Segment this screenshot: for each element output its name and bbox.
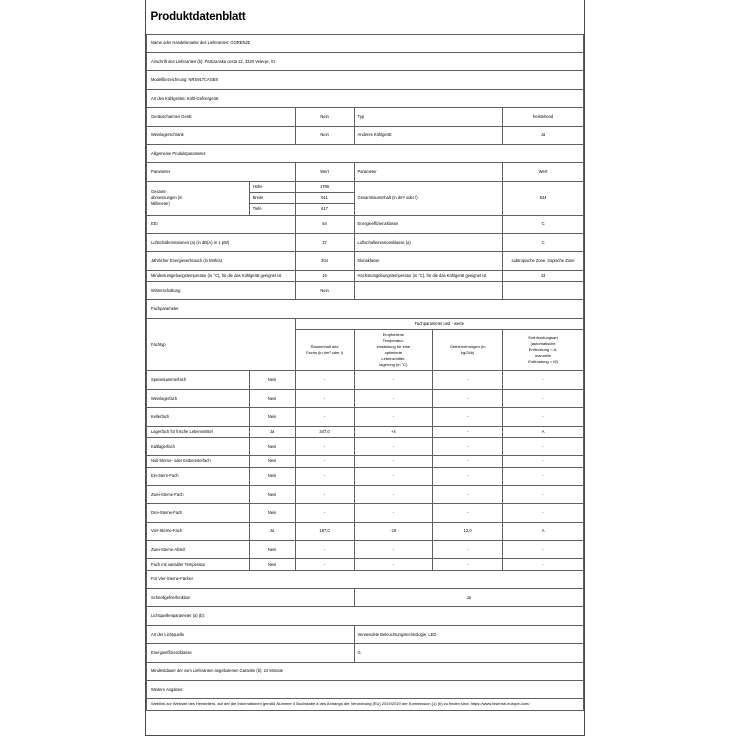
compartment-freeze-9: 12,0: [433, 522, 503, 540]
four-star-heading-row: [147, 570, 584, 588]
table-row: [147, 456, 584, 467]
compartment-freezing-capacity-header: [433, 330, 503, 371]
compartment-volume-3: 347,0: [295, 426, 354, 437]
table-row: [147, 389, 584, 407]
table-row: [147, 437, 584, 455]
compartment-defrost-type-header-line-3: Entfrostung = A,: [528, 347, 558, 353]
compartment-temp-8: -: [354, 504, 433, 522]
compartment-volume-5: -: [295, 456, 354, 467]
compartment-temp-5: -: [354, 456, 433, 467]
table-row: [147, 233, 584, 251]
energy-class-label: Energieeffizienzklasse: [354, 215, 503, 233]
further-heading-row: [147, 680, 584, 698]
compartment-volume-header: [295, 330, 354, 371]
compartment-defrost-4: -: [503, 437, 584, 455]
compartment-volume-0: -: [295, 371, 354, 389]
compartment-defrost-type-header-line-5: Entfrostung = M): [528, 359, 558, 365]
compartment-values-group-header: Fachparameter und - werte: [295, 318, 583, 329]
table-row: [147, 589, 584, 607]
compartment-volume-8: -: [295, 504, 354, 522]
compartment-freeze-3: -: [433, 426, 503, 437]
further-text-row: [147, 699, 584, 711]
annual-energy-label: Jährlicher Energieverbrauch (in kWh/a): [147, 252, 296, 270]
max-ambient-temp-value: 43: [503, 270, 584, 281]
compartment-present-0: Nein: [249, 371, 295, 389]
compartment-temp-10: -: [354, 541, 433, 559]
climate-class-value: subtropische Zone, tropische Zone: [503, 252, 584, 270]
compartment-type-5: Null-Sterne- oder Eisbereiterfach: [147, 456, 250, 467]
compartment-defrost-1: -: [503, 389, 584, 407]
compartment-defrost-type-header-line-2: (automatische: [530, 341, 556, 347]
appliance-type-heading: Art des Kühlgeräts: Kühl-Gefriergerät: [147, 89, 584, 107]
dimension-row-height: [147, 181, 584, 192]
compartment-defrost-8: -: [503, 504, 584, 522]
light-source-heading: Lichtquellenparameter (a) (b):: [147, 607, 584, 625]
energy-class-value: C: [503, 215, 584, 233]
table-row: [147, 108, 584, 126]
supplier-address-row: [147, 53, 584, 71]
compartment-volume-6: -: [295, 467, 354, 485]
compartment-defrost-0: -: [503, 371, 584, 389]
table-row: [147, 541, 584, 559]
dimension-value-height: 1786: [295, 181, 354, 192]
compartment-freeze-4: -: [433, 437, 503, 455]
dimension-value-width: 911: [295, 192, 354, 203]
compartment-temp-7: -: [354, 485, 433, 503]
compartment-present-10: Nein: [249, 541, 295, 559]
compartment-volume-2: -: [295, 408, 354, 426]
min-ambient-temp-value: 16: [295, 270, 354, 281]
low-noise-value: Nein: [295, 108, 354, 126]
general-parameters-heading: Allgemeine Produktparameter:: [147, 144, 584, 162]
column-header-value: Wert: [295, 163, 354, 181]
compartment-present-6: Nein: [249, 467, 295, 485]
wine-cabinet-value: Nein: [295, 126, 354, 144]
compartment-parameters-heading: Fachparameter: [147, 300, 584, 318]
noise-class-label: Luftschallemissionsklasse (a): [354, 233, 503, 251]
compartment-freeze-5: -: [433, 456, 503, 467]
dimension-name-width: Breite: [249, 192, 295, 203]
overall-dimensions-line-1: Gesamt-: [151, 189, 167, 195]
compartment-temp-11: -: [354, 559, 433, 570]
supplier-address: Anschrift des Lieferanten (b): Partizanska cesta 12, 3320 Velenje, SI: [147, 53, 584, 71]
compartment-temperature-header-line-5: Lebensmittel-: [381, 356, 406, 362]
compartment-type-1: Weinlagerfach: [147, 389, 250, 407]
table-row: [147, 215, 584, 233]
light-source-type-value: Verwendete Beleuchtungstechnologie: LED: [354, 625, 583, 643]
table-row: [147, 522, 584, 540]
compartment-volume-11: -: [295, 559, 354, 570]
compartment-present-9: Ja: [249, 522, 295, 540]
supplier-name: Name oder Handelsmarke des Lieferanten: GORENJE: [147, 34, 584, 52]
compartment-freeze-10: -: [433, 541, 503, 559]
compartment-type-10: Zwei-Sterne-Abteil: [147, 541, 250, 559]
compartment-temp-4: -: [354, 437, 433, 455]
table-row: [147, 559, 584, 570]
compartment-temperature-header-line-6: lagerung (in °C): [379, 362, 408, 368]
further-information-text: Weblink zur Website des Herstellers, auf der die Informationen gemäß Nummer 4 Buchstabe a des Anhangs der Verordnung (EU) 2019/2019 der Kommission (1) (b) zu finden sind: https://www.hisense-europe.com/: [147, 699, 584, 711]
general-header-row: [147, 163, 584, 181]
dimension-name-depth: Tiefe: [249, 204, 295, 215]
overall-dimensions-label: [147, 181, 250, 215]
further-information-heading: Weitere Angaben:: [147, 680, 584, 698]
compartment-temp-2: -: [354, 408, 433, 426]
type-value: freistehend: [503, 108, 584, 126]
compartments-group-header-row: [147, 318, 584, 329]
compartment-present-7: Nein: [249, 485, 295, 503]
compartment-freeze-2: -: [433, 408, 503, 426]
compartment-present-4: Nein: [249, 437, 295, 455]
column-header-parameter-2: Parameter: [354, 163, 503, 181]
annual-energy-value: 204: [295, 252, 354, 270]
compartment-freezing-capacity-header-line-1: Gefriervermögen (in: [449, 344, 486, 350]
warranty-row: [147, 662, 584, 680]
compartments-heading-row: [147, 300, 584, 318]
compartment-type-4: Kaltlagerfach: [147, 437, 250, 455]
other-appliance-label: Anderes Kühlgerät: [354, 126, 503, 144]
light-source-energy-class-label: Energieeffizienzklasse: [147, 644, 355, 662]
type-label: Typ: [354, 108, 503, 126]
table-row: [147, 426, 584, 437]
compartment-defrost-5: -: [503, 456, 584, 467]
table-row: [147, 408, 584, 426]
light-source-heading-row: [147, 607, 584, 625]
model-row: [147, 71, 584, 89]
compartment-defrost-11: -: [503, 559, 584, 570]
table-row: [147, 644, 584, 662]
empty-cell-value: [503, 281, 584, 299]
compartment-temperature-header: [354, 330, 433, 371]
table-row: [147, 625, 584, 643]
winter-setting-value: Nein: [295, 281, 354, 299]
fast-freeze-label: Schnellgefrierfunktion: [147, 589, 355, 607]
compartment-type-0: Speisekammerfach: [147, 371, 250, 389]
noise-emission-value: 37: [295, 233, 354, 251]
eei-label: EEI: [147, 215, 296, 233]
empty-cell-label: [354, 281, 503, 299]
overall-dimensions-line-3: Millimeter): [151, 201, 170, 207]
noise-emission-label: Luftschallemissionen (a) (in dB(A) re 1 pW): [147, 233, 296, 251]
column-header-parameter: Parameter: [147, 163, 296, 181]
compartment-type-header: Fachtyp: [147, 318, 296, 371]
other-appliance-value: Ja: [503, 126, 584, 144]
compartment-defrost-type-header-line-1: Enthfrostungsart: [528, 335, 558, 341]
compartment-volume-header-line-1: Rauminhalt des: [310, 344, 339, 350]
appliance-type-heading-row: [147, 89, 584, 107]
compartment-temperature-header-line-2: Temperatur-: [382, 338, 405, 344]
overall-dimensions-line-2: abmessungen (in: [151, 195, 183, 201]
compartment-temp-6: -: [354, 467, 433, 485]
eei-value: 64: [295, 215, 354, 233]
compartment-freeze-8: -: [433, 504, 503, 522]
compartment-temp-9: -18: [354, 522, 433, 540]
compartment-freeze-0: -: [433, 371, 503, 389]
compartment-defrost-9: A: [503, 522, 584, 540]
compartment-temp-0: -: [354, 371, 433, 389]
title-row: [147, 0, 584, 34]
compartment-defrost-2: -: [503, 408, 584, 426]
compartment-temperature-header-line-4: optimierte: [384, 350, 403, 356]
compartment-volume-4: -: [295, 437, 354, 455]
compartment-temperature-header-line-3: einstellung für eine: [376, 344, 411, 350]
wine-cabinet-label: Weinlagerschrank: [147, 126, 296, 144]
four-star-heading: Für Vier-Sterne-Fächer: [147, 570, 584, 588]
compartment-defrost-10: -: [503, 541, 584, 559]
light-source-type-label: Art der Lichtquelle: [147, 625, 355, 643]
model-designation: Modellbezeichnung: NRS917CAGBX: [147, 71, 584, 89]
table-row: [147, 281, 584, 299]
compartment-defrost-6: -: [503, 467, 584, 485]
compartment-freezing-capacity-header-line-2: kg/24h): [460, 350, 475, 356]
compartment-defrost-type-header: [503, 330, 584, 371]
compartment-freeze-7: -: [433, 485, 503, 503]
general-heading-row: [147, 144, 584, 162]
compartment-defrost-3: A: [503, 426, 584, 437]
page-title: Produktdatenblatt: [150, 11, 246, 23]
compartment-temp-1: -: [354, 389, 433, 407]
total-volume-value: 544: [503, 181, 584, 215]
compartment-present-11: Nein: [249, 559, 295, 570]
datasheet-table: [146, 0, 584, 711]
compartment-volume-9: 197,0: [295, 522, 354, 540]
table-row: [147, 270, 584, 281]
total-volume-label: Gesamtrauminhalt (in dm³ oder l): [354, 181, 503, 215]
compartment-present-8: Nein: [249, 504, 295, 522]
dimension-value-depth: 617: [295, 204, 354, 215]
product-datasheet: [145, 0, 585, 736]
compartment-volume-header-line-2: Fachs (in dm³ oder l): [306, 350, 343, 356]
compartment-present-1: Nein: [249, 389, 295, 407]
compartment-defrost-type-header-line-4: manuelle: [534, 353, 552, 359]
compartment-temp-3: +4: [354, 426, 433, 437]
noise-class-value: C: [503, 233, 584, 251]
table-row: [147, 371, 584, 389]
compartment-type-11: Fach mit variabler Temperatur: [147, 559, 250, 570]
compartment-present-2: Nein: [249, 408, 295, 426]
min-ambient-temp-label: Mindestumgebungstemperatur (in °C), für die das Kühlgerät geeignet ist: [147, 270, 296, 281]
compartment-type-8: Drei-Sterne-Fach: [147, 504, 250, 522]
warranty-line: Mindestdauer der vom Lieferanten angebotenen Garantie (b): 24 Monate: [147, 662, 584, 680]
winter-setting-label: Winterschaltung: [147, 281, 296, 299]
compartment-type-7: Zwei-Sterne-Fach: [147, 485, 250, 503]
low-noise-label: Geräuscharmes Gerät: [147, 108, 296, 126]
table-row: [147, 252, 584, 270]
compartment-volume-10: -: [295, 541, 354, 559]
max-ambient-temp-label: Höchstumgebungstemperatur (in °C), für die das Kühlgerät geeignet ist: [354, 270, 503, 281]
climate-class-label: Klimaklasse: [354, 252, 503, 270]
compartment-volume-1: -: [295, 389, 354, 407]
light-source-energy-class-value: G: [354, 644, 583, 662]
compartment-present-5: Nein: [249, 456, 295, 467]
compartment-defrost-7: -: [503, 485, 584, 503]
table-row: [147, 126, 584, 144]
compartment-type-6: Ein-Stern-Fach: [147, 467, 250, 485]
compartment-present-3: Ja: [249, 426, 295, 437]
supplier-name-row: [147, 34, 584, 52]
page-title-cell: [147, 0, 584, 34]
compartment-freeze-11: -: [433, 559, 503, 570]
compartment-type-3: Lagerfach für frische Lebensmittel: [147, 426, 250, 437]
compartment-volume-7: -: [295, 485, 354, 503]
table-row: [147, 485, 584, 503]
compartment-freeze-6: -: [433, 467, 503, 485]
column-header-value-2: Wert: [503, 163, 584, 181]
compartment-temperature-header-line-1: Empfohlene: [382, 332, 405, 338]
table-row: [147, 504, 584, 522]
fast-freeze-value: Ja: [354, 589, 583, 607]
table-row: [147, 467, 584, 485]
compartment-type-9: Vier-Sterne-Fach: [147, 522, 250, 540]
dimension-name-height: Höhe: [249, 181, 295, 192]
compartment-type-2: Kellerfach: [147, 408, 250, 426]
compartment-freeze-1: -: [433, 389, 503, 407]
